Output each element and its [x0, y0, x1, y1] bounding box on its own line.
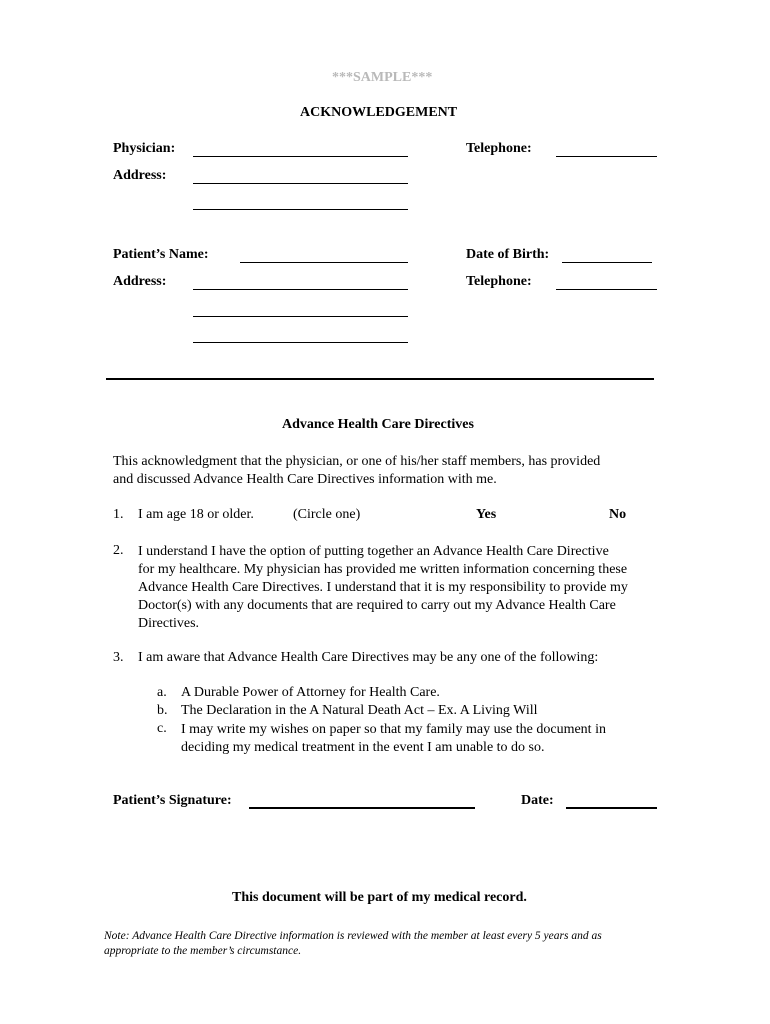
signature-label: Patient’s Signature:: [113, 793, 232, 808]
subitem-b-text: The Declaration in the A Natural Death Act – Ex. A Living Will: [181, 703, 538, 718]
subitem-c-letter: c.: [157, 721, 167, 736]
item-3-number: 3.: [113, 650, 124, 665]
subitem-a-text: A Durable Power of Attorney for Health Care.: [181, 685, 440, 700]
patient-telephone-label: Telephone:: [466, 274, 532, 289]
intro-line: and discussed Advance Health Care Directives information with me.: [113, 472, 497, 487]
item-3-text: I am aware that Advance Health Care Directives may be any one of the following:: [138, 650, 599, 665]
footnote-line: appropriate to the member’s circumstance.: [104, 945, 302, 957]
item-1-number: 1.: [113, 507, 124, 522]
signature-field[interactable]: [249, 807, 475, 809]
patient-telephone-field[interactable]: [556, 289, 657, 290]
subitem-b-letter: b.: [157, 703, 168, 718]
footnote: [104, 929, 602, 959]
subitem-a-letter: a.: [157, 685, 167, 700]
medical-record-statement: This document will be part of my medical record.: [232, 890, 527, 905]
no-option[interactable]: No: [609, 507, 627, 522]
patient-address-label: Address:: [113, 274, 167, 289]
subitem-c-line: deciding my medical treatment in the event I am unable to do so.: [181, 740, 545, 755]
footnote-line: Note: Advance Health Care Directive information is reviewed with the member at least every 5 years and as: [104, 930, 602, 942]
patient-address-field-2[interactable]: [193, 316, 408, 317]
item-1-hint: (Circle one): [293, 507, 361, 522]
item-2-number: 2.: [113, 543, 124, 558]
intro-line: This acknowledgment that the physician, or one of his/her staff members, has provided: [113, 454, 601, 469]
item-1-text: I am age 18 or older.: [138, 507, 254, 522]
patient-address-field-1[interactable]: [193, 289, 408, 290]
patient-name-label: Patient’s Name:: [113, 247, 209, 262]
item-2-line: Advance Health Care Directives. I understand that it is my responsibility to provide my: [138, 580, 628, 595]
physician-label: Physician:: [113, 141, 176, 156]
dob-field[interactable]: [562, 262, 652, 263]
physician-telephone-label: Telephone:: [466, 141, 532, 156]
section-divider: [106, 378, 654, 380]
sample-watermark: ***SAMPLE***: [332, 70, 433, 85]
item-2-line: Directives.: [138, 616, 200, 631]
item-2-line: for my healthcare. My physician has provided me written information concerning these: [138, 562, 628, 577]
physician-address-field-1[interactable]: [193, 183, 408, 184]
item-2-text: [138, 543, 678, 633]
patient-address-field-3[interactable]: [193, 342, 408, 343]
item-2-line: Doctor(s) with any documents that are required to carry out my Advance Health Care: [138, 598, 616, 613]
physician-address-field-2[interactable]: [193, 209, 408, 210]
intro-paragraph: [113, 453, 673, 489]
patient-name-field[interactable]: [240, 262, 408, 263]
physician-address-label: Address:: [113, 168, 167, 183]
yes-option[interactable]: Yes: [476, 507, 497, 522]
date-label: Date:: [521, 793, 554, 808]
physician-telephone-field[interactable]: [556, 156, 657, 157]
item-2-line: I understand I have the option of putting together an Advance Health Care Directive: [138, 544, 609, 559]
subitem-c-text: [181, 721, 671, 757]
page-title: ACKNOWLEDGEMENT: [300, 105, 458, 120]
physician-name-field[interactable]: [193, 156, 408, 157]
date-field[interactable]: [566, 807, 657, 809]
dob-label: Date of Birth:: [466, 247, 550, 262]
section-title: Advance Health Care Directives: [282, 417, 474, 432]
subitem-c-line: I may write my wishes on paper so that my family may use the document in: [181, 722, 606, 737]
